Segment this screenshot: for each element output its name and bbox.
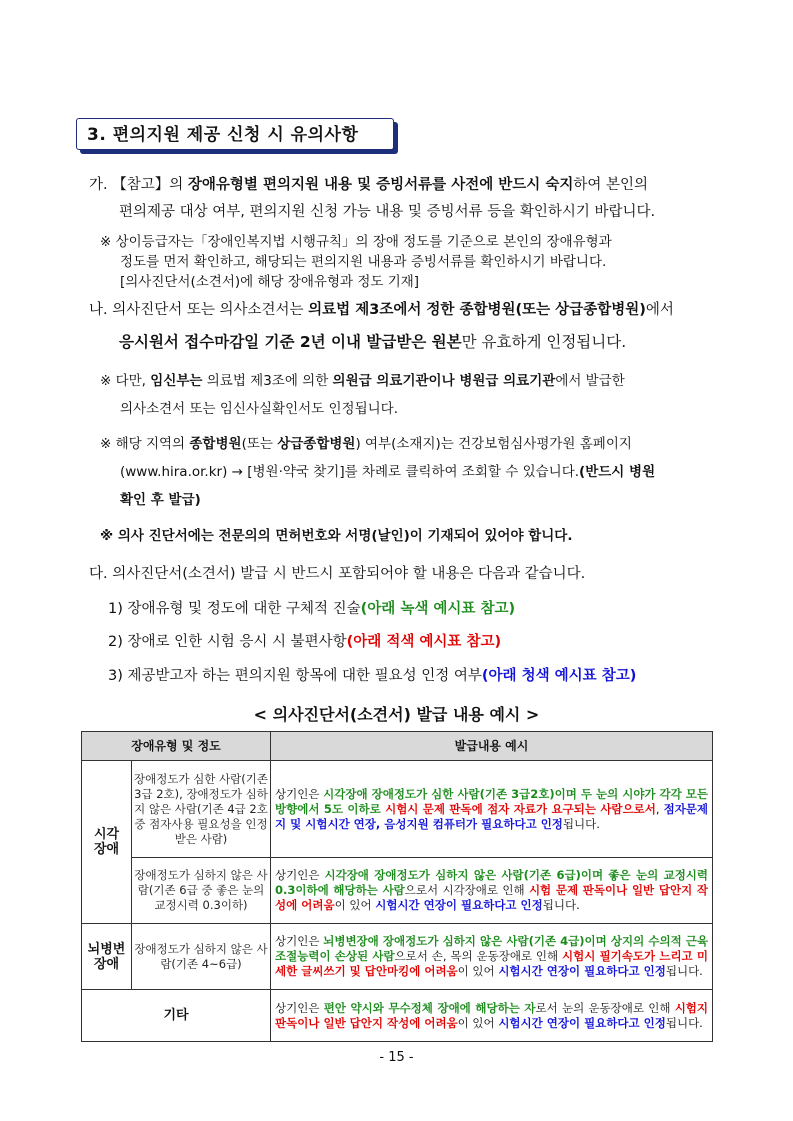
table-caption: < 의사진단서(소견서) 발급 내용 예시 >	[253, 705, 540, 724]
g: 시각장애 장애정도가 심한 사람(기존 3급2호)이며 두 눈의 시야가 각각 모든 방향에서 5도 이하로	[275, 786, 709, 816]
header-content: 발급내용 예시	[271, 732, 713, 761]
t: 이 있어	[457, 964, 499, 978]
r: 시험 문제 판독이나 일반 답안지 작성에 어려움	[275, 883, 709, 912]
bl: 시험시간 연장이 필요하다고 인정	[375, 898, 543, 912]
t: 으로서 손, 목의 운동장애로 인해	[394, 949, 563, 963]
text: 만 유효하게 인정됩니다.	[461, 333, 627, 351]
r: 시험시 필기속도가 느리고 미세한 글씨쓰기 및 답안마킹에 어려움	[275, 949, 708, 978]
item-na-line2	[119, 332, 626, 352]
item-da-1	[108, 599, 515, 619]
degree-cell: 장애정도가 심하지 않은 사람(기존 4~6급)	[132, 924, 271, 990]
content-cell	[271, 858, 713, 924]
bl: 점자문제지 및 시험시간 연장, 음성지원 컴퓨터가 필요하다고 인정	[275, 801, 709, 831]
t: 상기인은	[275, 934, 324, 948]
note-na-2b	[120, 463, 655, 482]
t: 상기인은	[275, 786, 324, 801]
t: 됩니다.	[562, 816, 600, 831]
t: 의료법 제3조에 의한	[202, 373, 333, 389]
r: 시험시 문제 판독에 점자 자료가 요구되는 사람으로서	[380, 801, 656, 816]
t: 에서 발급한	[555, 373, 625, 389]
e: (반드시 병원	[579, 464, 656, 480]
item-da-3	[108, 666, 636, 686]
text: 가. 【참고】의	[89, 177, 188, 193]
page-number: - 15 -	[379, 1050, 414, 1065]
item-da-line1: 다. 의사진단서(소견서) 발급 시 반드시 포함되어야 할 내용은 다음과 같습니다.	[89, 566, 586, 582]
t: 이 있어	[334, 898, 376, 912]
t: 시각	[93, 827, 120, 842]
note-ga-2: 정도를 먼저 확인하고, 해당되는 편의지원 내용과 증빙서류를 확인하시기 바랍니다.	[120, 254, 607, 270]
t: 이 있어	[457, 1015, 499, 1030]
g: 뇌병변장애 장애정도가 심하지 않은 사람(기존 4급)이며 상지의 수의적 근육조절능력이 손상된 사람	[275, 934, 709, 963]
e: 임신부는	[150, 373, 203, 389]
table-row	[82, 761, 713, 858]
t: (www.hira.or.kr) → [병원·약국 찾기]를 차례로 클릭하여 조회할 수 있습니다.	[120, 464, 580, 480]
e: (아래 녹색 예시표 참고)	[360, 601, 516, 617]
t: 됩니다.	[665, 1015, 703, 1030]
text: 에서	[645, 302, 674, 318]
degree-cell: 장애정도가 심한 사람(기존 3급 2호), 장애정도가 심하지 않은 사람(기존 4급 2호 중 점자사용 필요성을 인정받은 사람)	[132, 761, 271, 858]
t: 상기인은	[275, 1000, 324, 1015]
note-na-2c: 확인 후 발급)	[120, 492, 201, 508]
note-na-2	[100, 435, 632, 454]
emphasis: 의료법 제3조에서 정한 종합병원(또는 상급종합병원)	[308, 302, 646, 318]
example-table	[81, 731, 713, 1042]
text: 나. 의사진단서 또는 의사소견서는	[89, 302, 309, 318]
emphasis: 장애유형별 편의지원 내용 및 증빙서류를 사전에 반드시 숙지	[187, 177, 574, 193]
t: 됩니다.	[665, 964, 703, 978]
e: 상급종합병원	[277, 436, 356, 452]
t: 1) 장애유형 및 정도에 대한 구체적 진술	[108, 601, 361, 617]
header-type: 장애유형 및 정도	[82, 732, 271, 761]
t: 3) 제공받고자 하는 편의지원 항목에 대한 필요성 인정 여부	[108, 668, 482, 684]
t: 장애	[93, 956, 120, 972]
text: 하여 본인의	[573, 177, 649, 193]
t: ) 여부(소재지)는 건강보험심사평가원 홈페이지	[355, 436, 632, 452]
t: 상기인은	[275, 868, 325, 882]
note-ga-1: ※ 상이등급자는「장애인복지법 시행규칙」의 장애 정도를 기준으로 본인의 장애유형과	[100, 234, 612, 250]
e: 종합병원	[189, 436, 242, 452]
content-cell	[271, 761, 713, 858]
table-row	[82, 858, 713, 924]
t: (또는	[241, 436, 278, 452]
t: ,	[655, 801, 664, 816]
type-visual	[82, 761, 132, 924]
item-da-2	[108, 632, 501, 652]
g: 편안 약시와 무수정체 장애에 해당하는 자	[323, 1000, 536, 1015]
note-na-1b: 의사소견서 또는 임신사실확인서도 인정됩니다.	[120, 401, 398, 417]
g: 시각장애 장애정도가 심하지 않은 사람(기존 6급)이며 좋은 눈의 교정시력 0.3이하에 해당하는 사람	[275, 868, 709, 897]
table-header	[82, 732, 713, 761]
degree-cell: 장애정도가 심하지 않은 사람(기존 6급 중 좋은 눈의 교정시력 0.3이하)	[132, 858, 271, 924]
item-ga-line2: 편의제공 대상 여부, 편의지원 신청 가능 내용 및 증빙서류 등을 확인하시기 바랍니다.	[119, 204, 656, 220]
section-title: 3. 편의지원 제공 신청 시 유의사항	[76, 118, 394, 150]
t: 로서 눈의 운동장애로 인해	[535, 1000, 675, 1015]
type-etc: 기타	[82, 990, 271, 1042]
item-na-line1	[89, 300, 674, 320]
t: 2) 장애로 인한 시험 응시 시 불편사항	[108, 634, 347, 650]
table-row	[82, 990, 713, 1042]
e: (아래 청색 예시표 참고)	[481, 668, 637, 684]
t: 뇌병변	[87, 941, 126, 957]
note-na-3: ※ 의사 진단서에는 전문의의 면허번호와 서명(날인)이 기재되어 있어야 합니다.	[100, 528, 573, 544]
table-row	[82, 924, 713, 990]
r: 시험지 판독이나 일반 답안지 작성에 어려움	[275, 1000, 709, 1030]
t: ※ 해당 지역의	[100, 436, 190, 452]
type-brain	[82, 924, 132, 990]
t: 장애	[93, 842, 120, 857]
bl: 시험시간 연장이 필요하다고 인정	[498, 964, 666, 978]
t: 으로서 시각장애로 인해	[404, 883, 529, 897]
content-cell	[271, 924, 713, 990]
note-ga-3: [의사진단서(소견서)에 해당 장애유형과 정도 기재]	[120, 274, 420, 290]
emphasis: 응시원서 접수마감일 기준 2년 이내 발급받은 원본	[119, 333, 462, 351]
item-ga-line1	[89, 175, 648, 195]
content-cell	[271, 990, 713, 1042]
e: 의원급 의료기관이나 병원급 의료기관	[332, 373, 556, 389]
t: ※ 다만,	[100, 373, 151, 389]
note-na-1	[100, 372, 625, 391]
e: (아래 적색 예시표 참고)	[346, 634, 502, 650]
bl: 시험시간 연장이 필요하다고 인정	[498, 1015, 666, 1030]
t: 됩니다.	[542, 898, 580, 912]
